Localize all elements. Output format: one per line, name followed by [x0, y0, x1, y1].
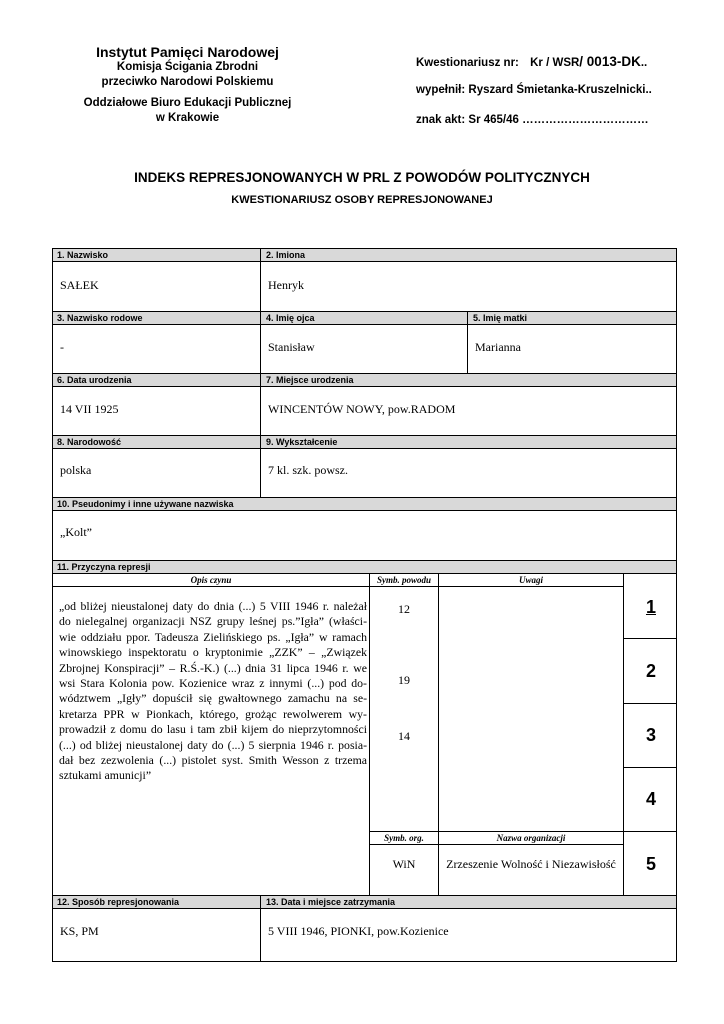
divider: [624, 767, 676, 768]
description-line: sztukami amunicji”: [59, 768, 152, 783]
questionnaire-form: [52, 248, 677, 962]
number-4: 4: [645, 789, 656, 809]
description-line: wsi Stara Kolonia pow. Kozienice wraz z innymi (...) pod do-: [59, 676, 367, 691]
divider: [260, 374, 261, 435]
description-line: wództwem „Igły” dopuścił się gwałtownego zamachu na se-: [59, 691, 367, 706]
divider: [369, 574, 370, 899]
pseudonyms-label: 10. Pseudonimy i inne używane nazwiska: [53, 498, 676, 511]
surname-value: SAŁEK: [60, 278, 99, 292]
description-line: „od bliżej nieustalonej daty do dnia (...) 5 VIII 1946 r. należał: [59, 599, 367, 613]
symbol-column-header: Symb. powodu: [376, 575, 431, 585]
reason-symbol: 14: [398, 729, 410, 743]
filled-by: wypełnił: Ryszard Śmietanka-Kruszelnicki..: [416, 84, 652, 96]
nationality-label: 8. Narodowość: [57, 437, 122, 447]
pseudonyms-value: „Kolt”: [60, 525, 92, 539]
divider: [624, 703, 676, 704]
education-label: 9. Wykształcenie: [266, 437, 338, 447]
mother-name-label: 5. Imię matki: [473, 313, 528, 323]
birth-place-value: WINCENTÓW NOWY, pow.RADOM: [268, 402, 456, 416]
father-name-label: 4. Imię ojca: [266, 313, 315, 323]
description-line: dał bez zezwolenia (...) pistolet syst. Smith Wesson z trzema: [59, 753, 367, 768]
org-symbol-value: WiN: [392, 857, 416, 871]
description-line: (...) od bliżej nieustalonej daty do (...) 5 sierpnia 1946 r. posia-: [59, 737, 367, 752]
questionnaire-code: / 0013-DK: [579, 54, 641, 69]
remarks-column-header: Uwagi: [518, 575, 543, 585]
repression-method-value: KS, PM: [60, 924, 99, 938]
arrest-value: 5 VIII 1946, PIONKI, pow.Kozienice: [268, 924, 449, 938]
org-name-value: Zrzeszenie Wolność i Niezawisłość: [446, 857, 616, 871]
file-reference: znak akt: Sr 465/46 ……………………………: [416, 114, 649, 126]
institution-name: Instytut Pamięci Narodowej: [96, 44, 279, 60]
page-title: INDEKS REPRESJONOWANYCH W PRL Z POWODÓW POLITYCZNYCH: [134, 170, 590, 185]
father-name-value: Stanisław: [268, 340, 315, 354]
divider: [260, 896, 261, 962]
mother-name-value: Marianna: [475, 340, 521, 354]
institution-block: [55, 44, 320, 126]
description-column-header: Opis czynu: [190, 575, 232, 585]
reason-label: 11. Przyczyna represji: [53, 561, 676, 574]
org-name-header: Nazwa organizacji: [496, 833, 566, 843]
divider: [260, 312, 261, 373]
reason-symbol: 12: [398, 602, 410, 616]
description-line: kretarza PPR w Pionkach, którego, grożąc rewolwerem wy-: [59, 706, 367, 721]
reason-symbol: 19: [398, 673, 410, 687]
offence-description: [59, 599, 367, 784]
questionnaire-dots: ..: [640, 57, 648, 69]
office-line-1: Oddziałowe Biuro Edukacji Publicznej: [83, 97, 292, 109]
divider: [53, 586, 624, 587]
nationality-value: polska: [60, 463, 92, 477]
commission-line-1: Komisja Ścigania Zbrodni: [116, 61, 259, 73]
divider: [260, 249, 261, 311]
birth-surname-label: 3. Nazwisko rodowe: [57, 313, 143, 323]
questionnaire-number: [416, 54, 647, 69]
birth-date-label: 6. Data urodzenia: [57, 375, 132, 385]
divider: [467, 312, 468, 373]
divider: [624, 638, 676, 639]
org-symbol-header: Symb. org.: [384, 833, 424, 843]
office-line-2: w Krakowie: [155, 112, 220, 124]
description-line: Zbrojnej Konspiracji” – R.Ś.-K.) (...) dnia 31 lipca 1946 r. we: [59, 660, 367, 675]
questionnaire-label: Kwestionariusz nr:: [416, 57, 519, 69]
education-value: 7 kl. szk. powsz.: [268, 463, 348, 477]
birth-place-label: 7. Miejsce urodzenia: [266, 375, 354, 385]
repression-method-label: 12. Sposób represjonowania: [57, 897, 180, 907]
divider: [260, 436, 261, 497]
commission-line-2: przeciwko Narodowi Polskiemu: [101, 76, 274, 88]
description-line: prowadził z domu do lasu i tam zbił kijem do nieprzytomności: [59, 722, 367, 737]
divider: [369, 844, 624, 845]
given-names-label: 2. Imiona: [266, 250, 306, 260]
divider: [623, 574, 624, 899]
number-5: 5: [645, 854, 656, 874]
number-1: 1: [645, 597, 656, 617]
description-line: do nielegalnej organizacji NSZ grupy leśnej ps.”Igła” (właści-: [59, 614, 367, 629]
description-line: winowskiego inspektoratu o kryptonimie „ZZK” – „Związek: [59, 645, 367, 660]
birth-date-value: 14 VII 1925: [60, 402, 119, 416]
number-3: 3: [645, 725, 656, 745]
page-subtitle: KWESTIONARIUSZ OSOBY REPRESJONOWANEJ: [231, 194, 493, 206]
questionnaire-prefix: Kr / WSR: [530, 57, 580, 69]
surname-label: 1. Nazwisko: [57, 250, 109, 260]
description-line: wie oddziału ppor. Tadeusza Zielińskiego ps. „Igła” w ramach: [59, 629, 367, 644]
number-2: 2: [645, 661, 656, 681]
divider: [624, 831, 676, 832]
given-names-value: Henryk: [268, 278, 304, 292]
birth-surname-value: -: [60, 340, 64, 354]
arrest-label: 13. Data i miejsce zatrzymania: [266, 897, 396, 907]
divider: [438, 574, 439, 899]
